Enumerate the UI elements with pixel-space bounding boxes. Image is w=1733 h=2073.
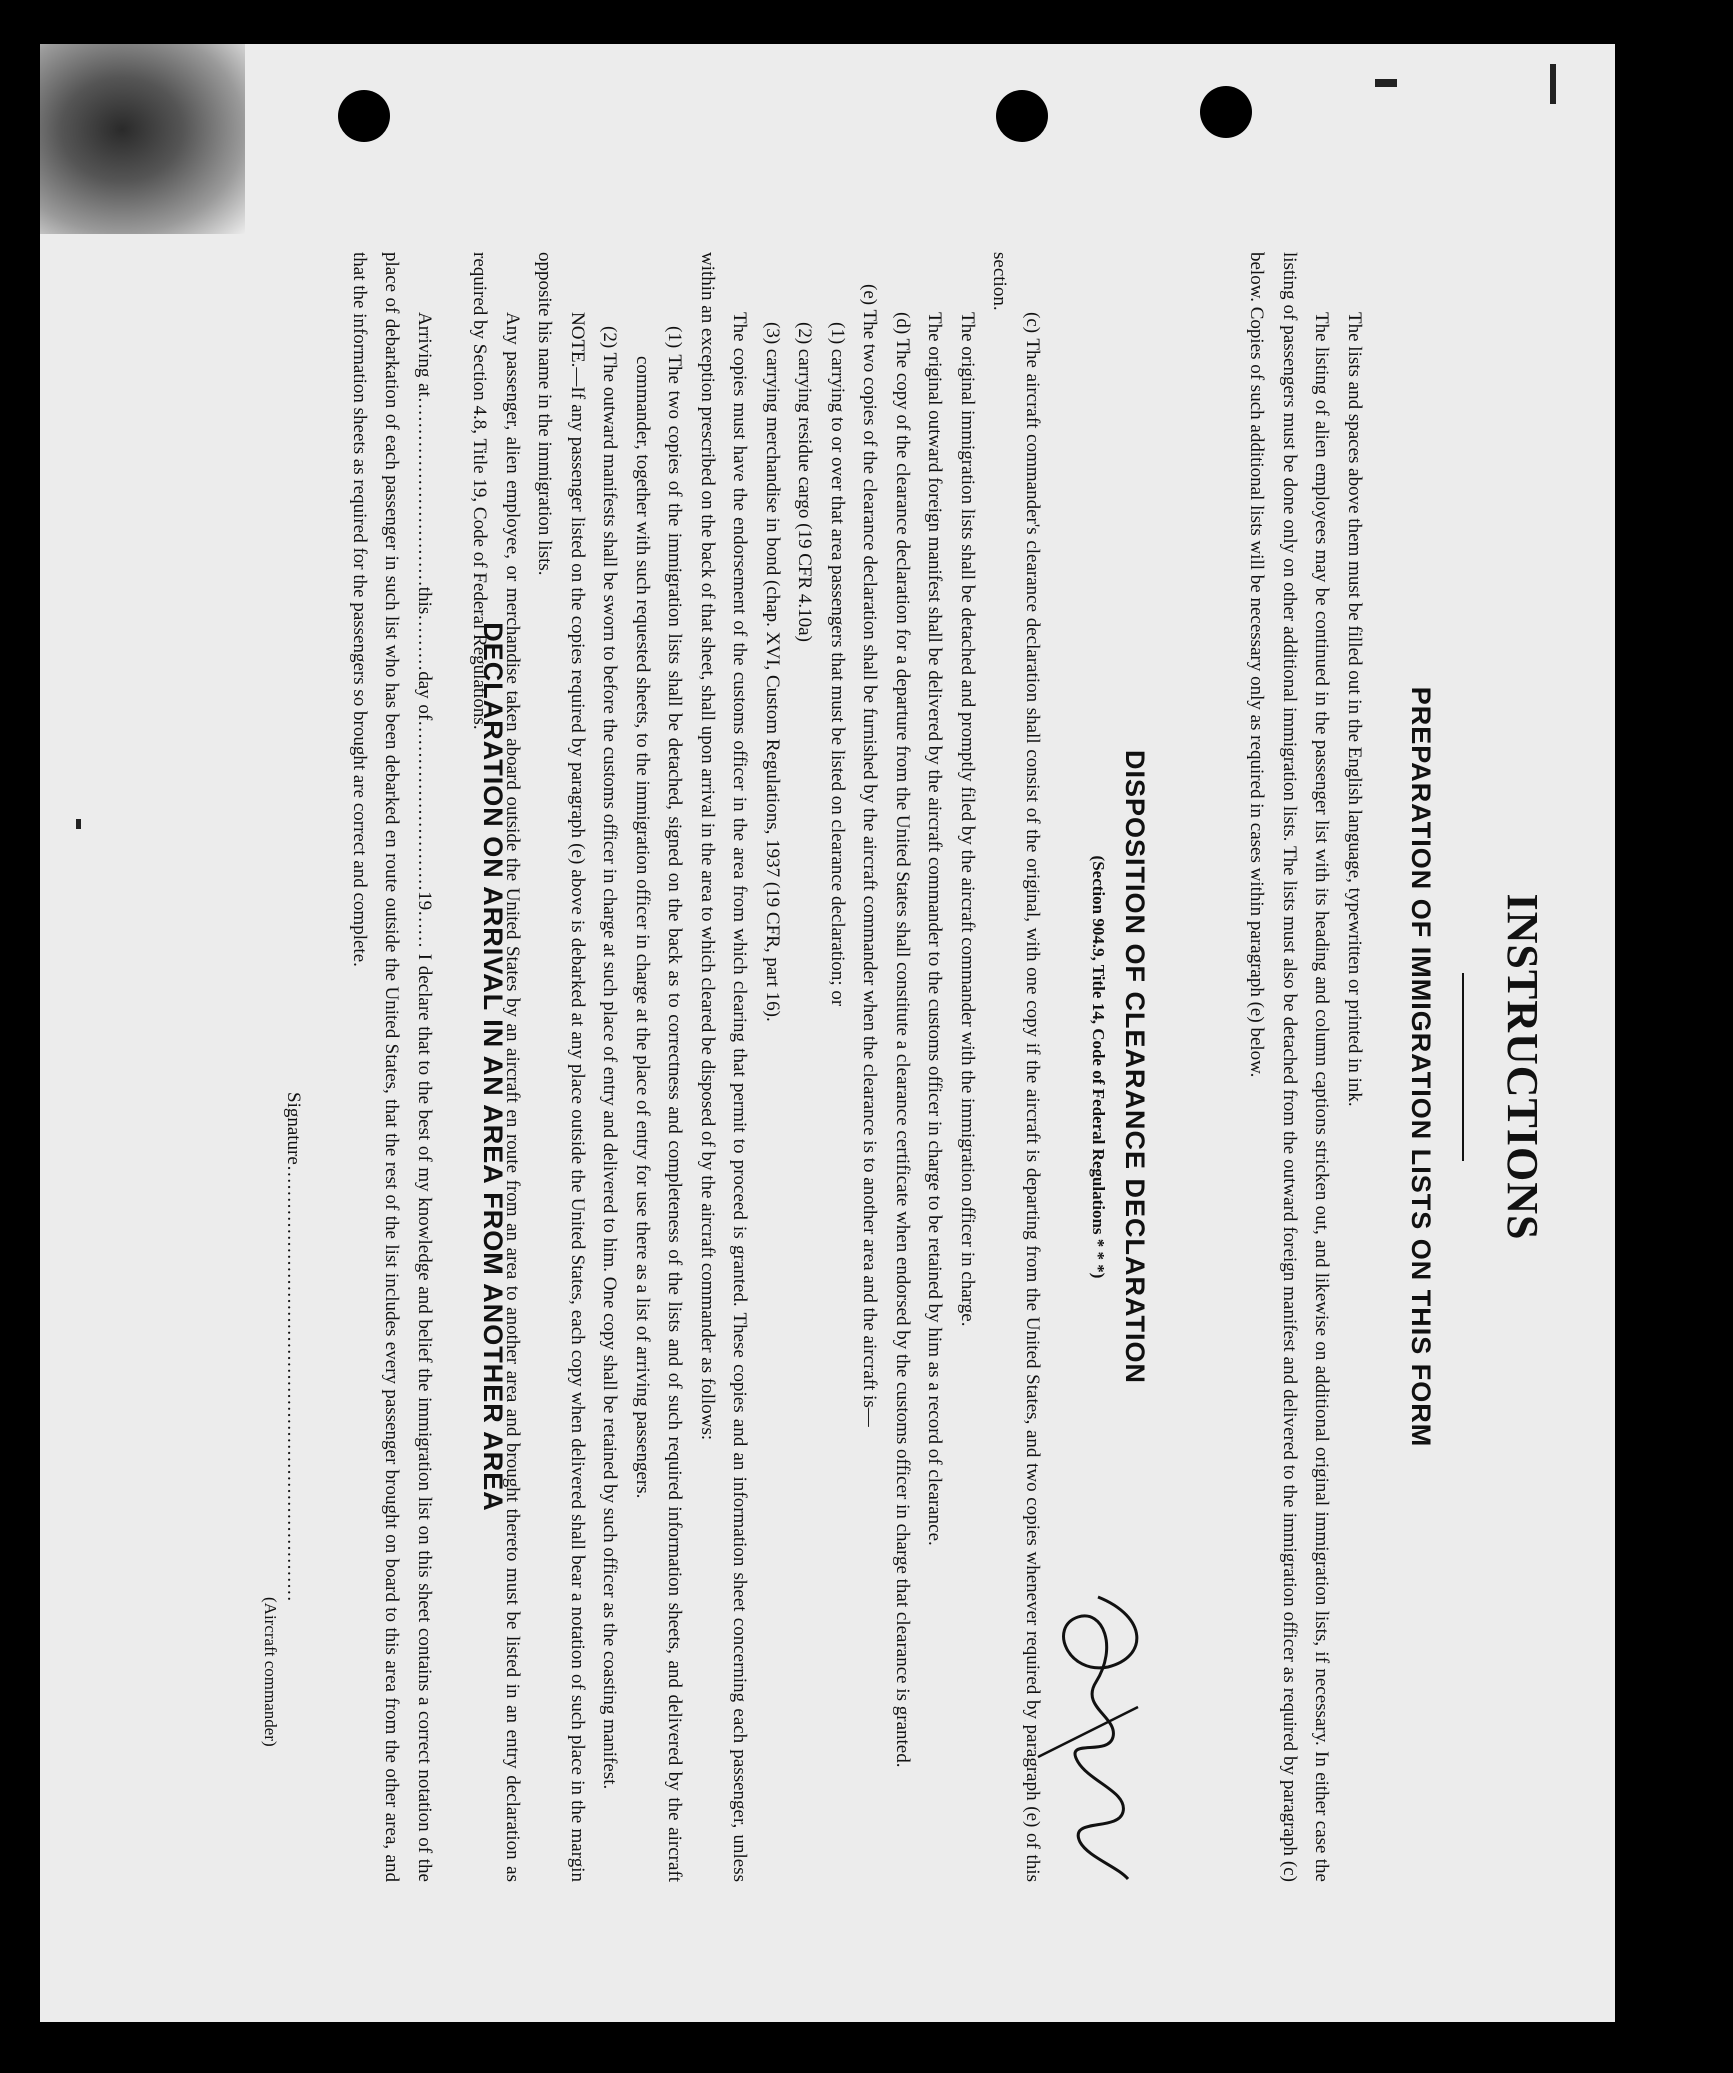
clearance-c: (c) The aircraft commander's clearance declaration shall consist of the original, with one copy if the aircraft is departing from the United States, and two copies whenever required by paragraph (e) of this section. [989,252,1043,1882]
speck [1550,64,1556,104]
clearance-e2: (2) carrying residue cargo (19 CFR 4.10a) [794,322,816,642]
clearance-e1: (1) carrying to or over that area passengers that must be listed on clearance declaration; or [827,322,848,1007]
arrival-body [343,252,441,1882]
clearance-c2: The original immigration lists shall be detached and promptly filed by the aircraft commander with the immigration officer in charge. [957,312,978,1327]
preparation-p1: The lists and spaces above them must be filled out in the English language, typewritten or printed in ink. [1344,312,1365,1107]
form-page [40,44,1615,2022]
preparation-heading: PREPARATION OF IMMIGRATION LISTS ON THIS FORM [1406,686,1436,1448]
preparation-body [1240,252,1370,1882]
arrival-text: Arriving at…………………………this………day of………………………19…… I declare that to the best of my knowledge and belief the immigration list on this sheet contains a correct notation of the place of debarkation of each passenger in such list who has been debarked en route outside the United States, that the rest of the list includes every passenger brought on board to this area from the other area, and that the information sheets as required for the passengers so brought are correct and complete. [349,252,435,1882]
clearance-subheading: (Section 904.9, Title 14, Code of Federal Regulations * * *) [1089,855,1108,1279]
clearance-c3: The original outward foreign manifest shall be delivered by the aircraft commander to the customs officer in charge to be retained by him as a record of clearance. [924,312,946,1546]
clearance-d: (d) The copy of the clearance declaration for a departure from the United States shall constitute a clearance certificate when endorsed by the customs officer in charge that clearance is granted. [892,312,913,1768]
clearance-copies: The copies must have the endorsement of the customs officer in the area from which clearing that permit to proceed is granted. These copies and an information sheet concerning each passenger, unless within an exception prescribed on the back of that sheet, shall upon arrival in the area to which cleared be disposed of by the aircraft commander as follows: [697,252,751,1882]
punch-hole [996,90,1048,142]
clearance-f1: (1) The two copies of the immigration lists shall be detached, signed on the back as to correctness and completeness of the lists and of such required information sheets, and delivered by the aircraft commander, together with such requested sheets, to the immigration officer in charge at the place of entry for use there as a list of arriving passengers. [632,326,686,1882]
clearance-any: Any passenger, alien employee, or merchandise taken aboard outside the United States by an aircraft en route from an area to another area and brought thereto must be listed in an entry declaration as required by Section 4.8, Title 19, Code of Federal Regulations. [469,252,523,1882]
punch-hole [1200,86,1252,138]
clearance-note: NOTE.—If any passenger listed on the copies required by paragraph (e) above is debarked at any place outside the United States, each copy when delivered shall bear a notation of such place in the margin opposite his name in the immigration lists. [534,252,588,1882]
preparation-p2: The listing of alien employees may be continued in the passenger list with its heading and column captions stricken out, and likewise on additional original immigration lists, if necessary. In either case the listing of passengers must be done only on other additional immigration lists. The lists must also be detached from the outward foreign manifest and delivered to the immigration officer as required by paragraph (c) below. Copies of such additional lists will be necessary only as required in cases within paragraph (e) below. [1246,252,1333,1882]
handwritten-signature [1028,1587,1158,1887]
clearance-heading: DISPOSITION OF CLEARANCE DECLARATION [1120,749,1150,1384]
clearance-e3: (3) carrying merchandise in bond (chap. XVI, Custom Regulations, 1937 (19 CFR, part 16). [762,322,783,1022]
signature-label: Signature…………………………………………………………… [283,1092,304,1602]
clearance-body [463,252,1048,1882]
speck [76,819,81,829]
speck [1375,79,1397,87]
rotated-content [180,252,1548,1882]
page-title: INSTRUCTIONS [1498,893,1547,1241]
arrival-heading: DECLARATION ON ARRIVAL IN AN AREA FROM ANOTHER AREA [478,622,508,1512]
clearance-f2: (2) The outward manifests shall be sworn to before the customs officer in charge at such place of entry and delivered to him. One copy shall be retained by such officer as the coasting manifest. [599,326,621,1790]
page-stain [40,44,245,234]
clearance-e: (e) The two copies of the clearance declaration shall be furnished by the aircraft commander when the clearance is to another area and the aircraft is— [859,284,881,1427]
punch-hole [338,90,390,142]
signature-caption: (Aircraft commander) [261,1597,280,1747]
title-rule [1462,973,1464,1161]
